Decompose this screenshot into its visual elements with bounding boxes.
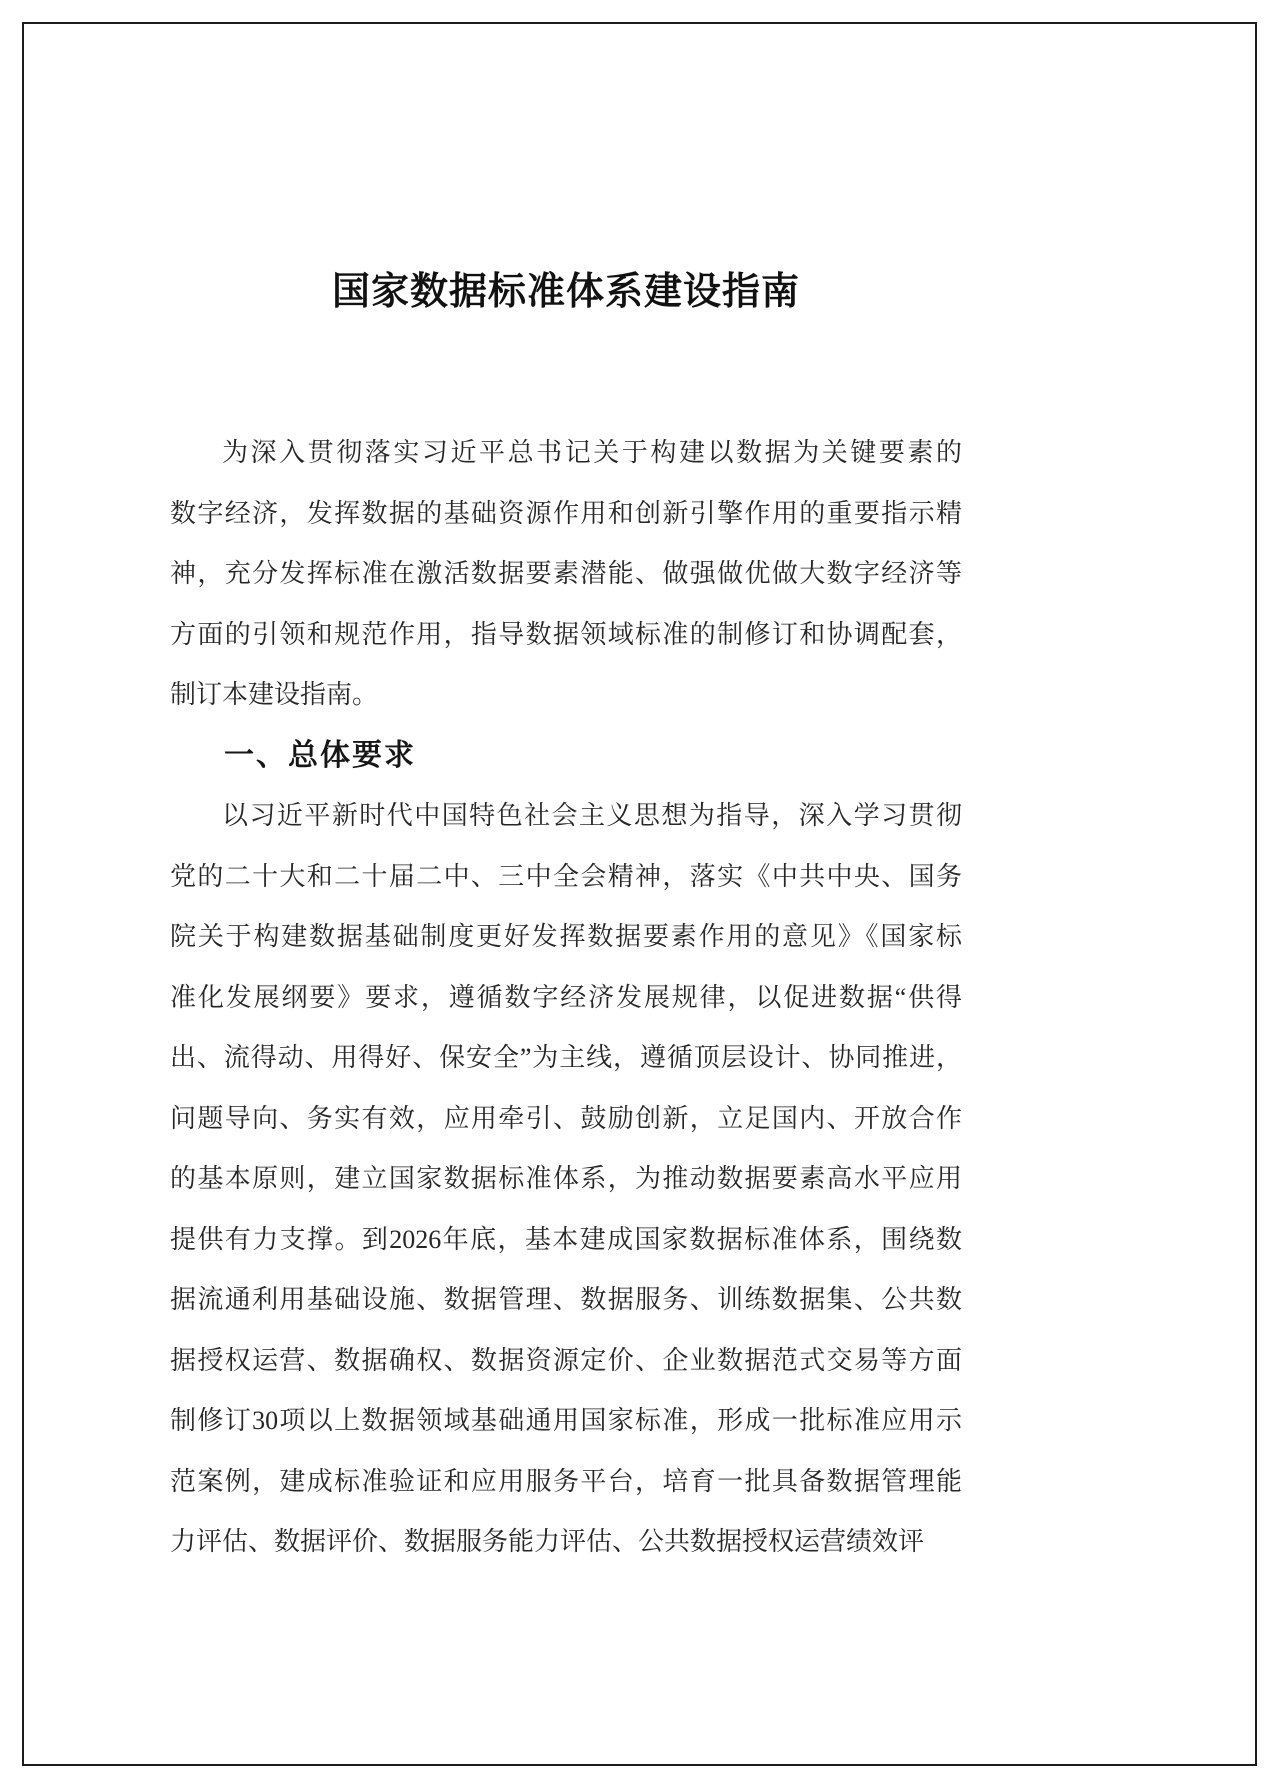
- paragraph1-line: 数字经济，发挥数据的基础资源作用和创新引擎作用的重要指示精: [170, 498, 962, 528]
- paragraph1-line: 制订本建设指南。: [170, 680, 379, 709]
- paragraph2-line: 力评估、数据评价、数据服务能力评估、公共数据授权运营绩效评: [170, 1527, 925, 1556]
- paragraph1-line: 为深入贯彻落实习近平总书记关于构建以数据为关键要素的: [222, 438, 962, 467]
- paragraph2-line: 院关于构建数据基础制度更好发挥数据要素作用的意见》《国家标: [170, 922, 962, 951]
- paragraph2-line: 提供有力支撑。到2026年底，基本建成国家数据标准体系，围绕数: [170, 1224, 962, 1254]
- paragraph2-line: 范案例，建成标准验证和应用服务平台，培育一批具备数据管理能: [170, 1466, 962, 1496]
- paragraph2-line: 据授权运营、数据确权、数据资源定价、企业数据范式交易等方面: [170, 1345, 962, 1375]
- document-title: 国家数据标准体系建设指南: [331, 271, 800, 313]
- paragraph2-line: 制修订30项以上数据领域基础通用国家标准，形成一批标准应用示: [170, 1406, 962, 1435]
- paragraph2-line: 准化发展纲要》要求，遵循数字经济发展规律，以促进数据“供得: [170, 982, 962, 1012]
- paragraph2-line: 出、流得动、用得好、保安全”为主线，遵循顶层设计、协同推进，: [170, 1043, 962, 1072]
- section-heading: 一、总体要求: [224, 738, 416, 772]
- document-body: [170, 423, 962, 1573]
- paragraph2-line: 问题导向、务实有效，应用牵引、鼓励创新，立足国内、开放合作: [170, 1103, 962, 1133]
- paragraph1-line: 方面的引领和规范作用，指导数据领域标准的制修订和协调配套，: [170, 619, 962, 649]
- paragraph2-line: 的基本原则，建立国家数据标准体系，为推动数据要素高水平应用: [170, 1164, 962, 1193]
- paragraph2-line: 据流通利用基础设施、数据管理、数据服务、训练数据集、公共数: [170, 1285, 962, 1314]
- paragraph2-line: 以习近平新时代中国特色社会主义思想为指导，深入学习贯彻: [222, 801, 962, 830]
- paragraph1-line: 神，充分发挥标准在激活数据要素潜能、做强做优做大数字经济等: [170, 559, 962, 588]
- paragraph2-line: 党的二十大和二十届二中、三中全会精神，落实《中共中央、国务: [170, 861, 962, 891]
